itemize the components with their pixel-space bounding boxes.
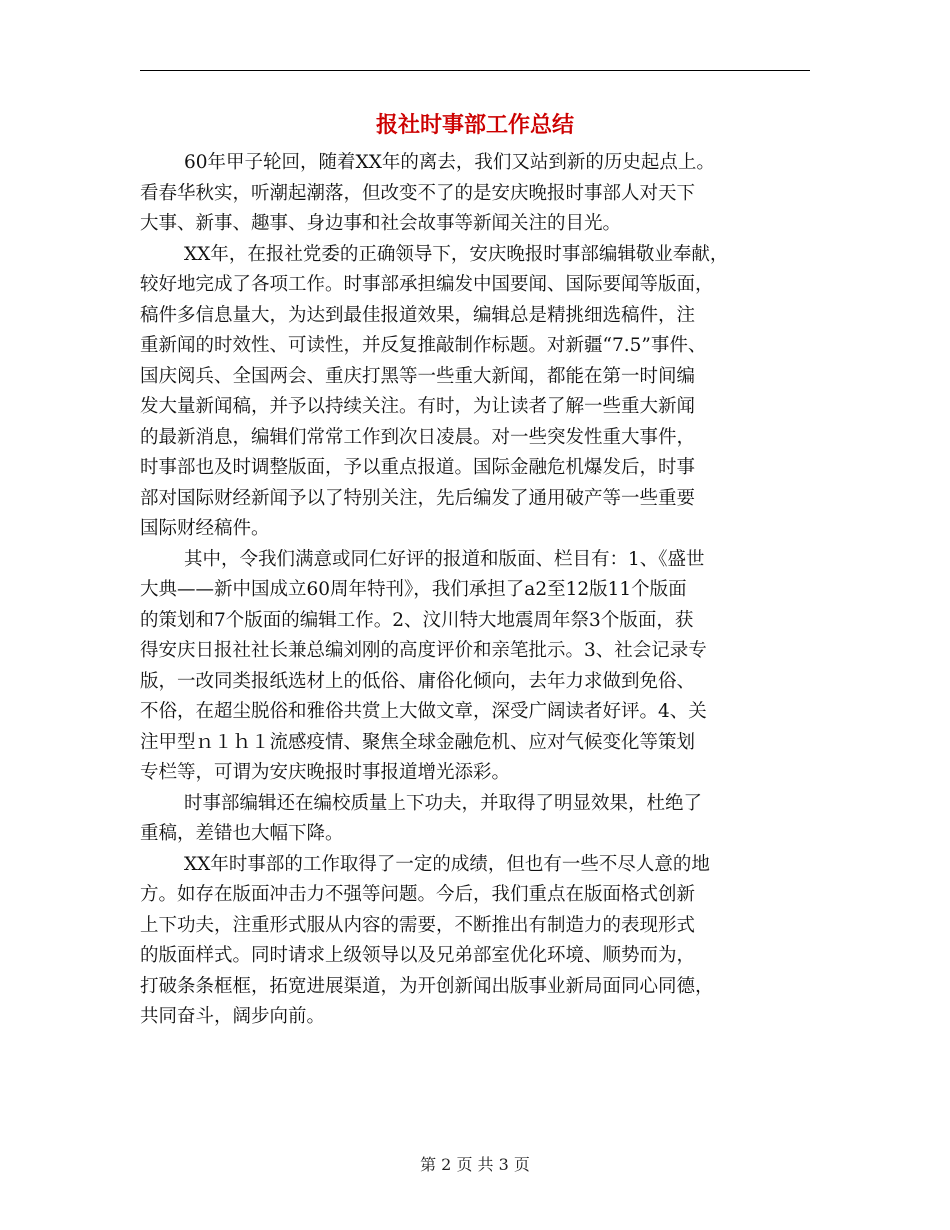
text-line: 看春华秋实，听潮起潮落，但改变不了的是安庆晚报时事部人对天下: [140, 182, 696, 204]
header-rule: [140, 70, 810, 71]
text-line: 的最新消息，编辑们常常工作到次日凌晨。对一些突发性重大事件，: [140, 426, 696, 448]
text-line: 较好地完成了各项工作。时事部承担编发中国要闻、国际要闻等版面，: [140, 274, 714, 295]
text-line: 专栏等，可谓为安庆晚报时事报道增光添彩。: [140, 762, 511, 783]
text-line: 的版面样式。同时请求上级领导以及兄弟部室优化环境、顺势而为，: [140, 945, 696, 966]
text-line: 不俗，在超尘脱俗和雅俗共赏上大做文章，深受广阔读者好评。4、关: [140, 701, 707, 722]
text-line: 版，一改同类报纸选材上的低俗、庸俗化倾向，去年力求做到免俗、: [140, 670, 696, 692]
paragraph-1: [140, 148, 812, 240]
document-body: [140, 148, 812, 1033]
text-line: 部对国际财经新闻予以了特别关注，先后编发了通用破产等一些重要: [140, 487, 696, 509]
text-line: 得安庆日报社社长兼总编刘刚的高度评价和亲笔批示。3、社会记录专: [140, 640, 707, 661]
text-line: 大典——新中国成立60周年特刊》，我们承担了a2至12版11个版面: [140, 579, 687, 600]
text-line: 打破条条框框，拓宽进展渠道，为开创新闻出版事业新局面同心同德，: [140, 975, 714, 997]
text-line: 大事、新事、趣事、身边事和社会故事等新闻关注的目光。: [140, 213, 622, 234]
paragraph-2: [140, 240, 812, 545]
text-line: 稿件多信息量大，为达到最佳报道效果，编辑总是精挑细选稿件，注: [140, 304, 696, 326]
document-title: 报社时事部工作总结: [375, 112, 574, 138]
text-line: 重稿，差错也大幅下降。: [140, 823, 344, 844]
text-line: 国际财经稿件。: [140, 518, 270, 539]
text-line: 重新闻的时效性、可读性，并反复推敲制作标题。对新疆“7.5”事件、: [140, 335, 707, 356]
page-number: 第 2 页 共 3 页: [420, 1155, 530, 1174]
text-line: 发大量新闻稿，并予以持续关注。有时，为让读者了解一些重大新闻: [140, 396, 696, 417]
paragraph-3: [140, 545, 812, 789]
text-line: 方。如存在版面冲击力不强等问题。今后，我们重点在版面格式创新: [140, 884, 696, 905]
text-line: 时事部编辑还在编校质量上下功夫，并取得了明显效果，杜绝了: [184, 792, 703, 814]
text-line: 的策划和7个版面的编辑工作。2、汶川特大地震周年祭3个版面，获: [140, 609, 694, 631]
text-line: 国庆阅兵、全国两会、重庆打黑等一些重大新闻，都能在第一时间编: [140, 365, 696, 387]
text-line: 共同奋斗，阔步向前。: [140, 1006, 326, 1027]
text-line: 上下功夫，注重形式服从内容的需要，不断推出有制造力的表现形式: [140, 914, 696, 936]
text-line: XX年，在报社党委的正确领导下，安庆晚报时事部编辑敬业奉献，: [184, 243, 729, 265]
text-line: 其中，令我们满意或同仁好评的报道和版面、栏目有：1、《盛世: [184, 548, 705, 570]
text-line: 注甲型ｎ１ｈ１流感疫情、聚焦全球金融危机、应对气候变化等策划: [140, 731, 696, 753]
text-line: 60年甲子轮回，随着XX年的离去，我们又站到新的历史起点上。: [184, 152, 715, 173]
paragraph-5: [140, 850, 812, 1033]
text-line: 时事部也及时调整版面，予以重点报道。国际金融危机爆发后，时事: [140, 457, 696, 478]
text-line: XX年时事部的工作取得了一定的成绩，但也有一些不尽人意的地: [184, 853, 710, 875]
paragraph-4: [140, 789, 812, 850]
